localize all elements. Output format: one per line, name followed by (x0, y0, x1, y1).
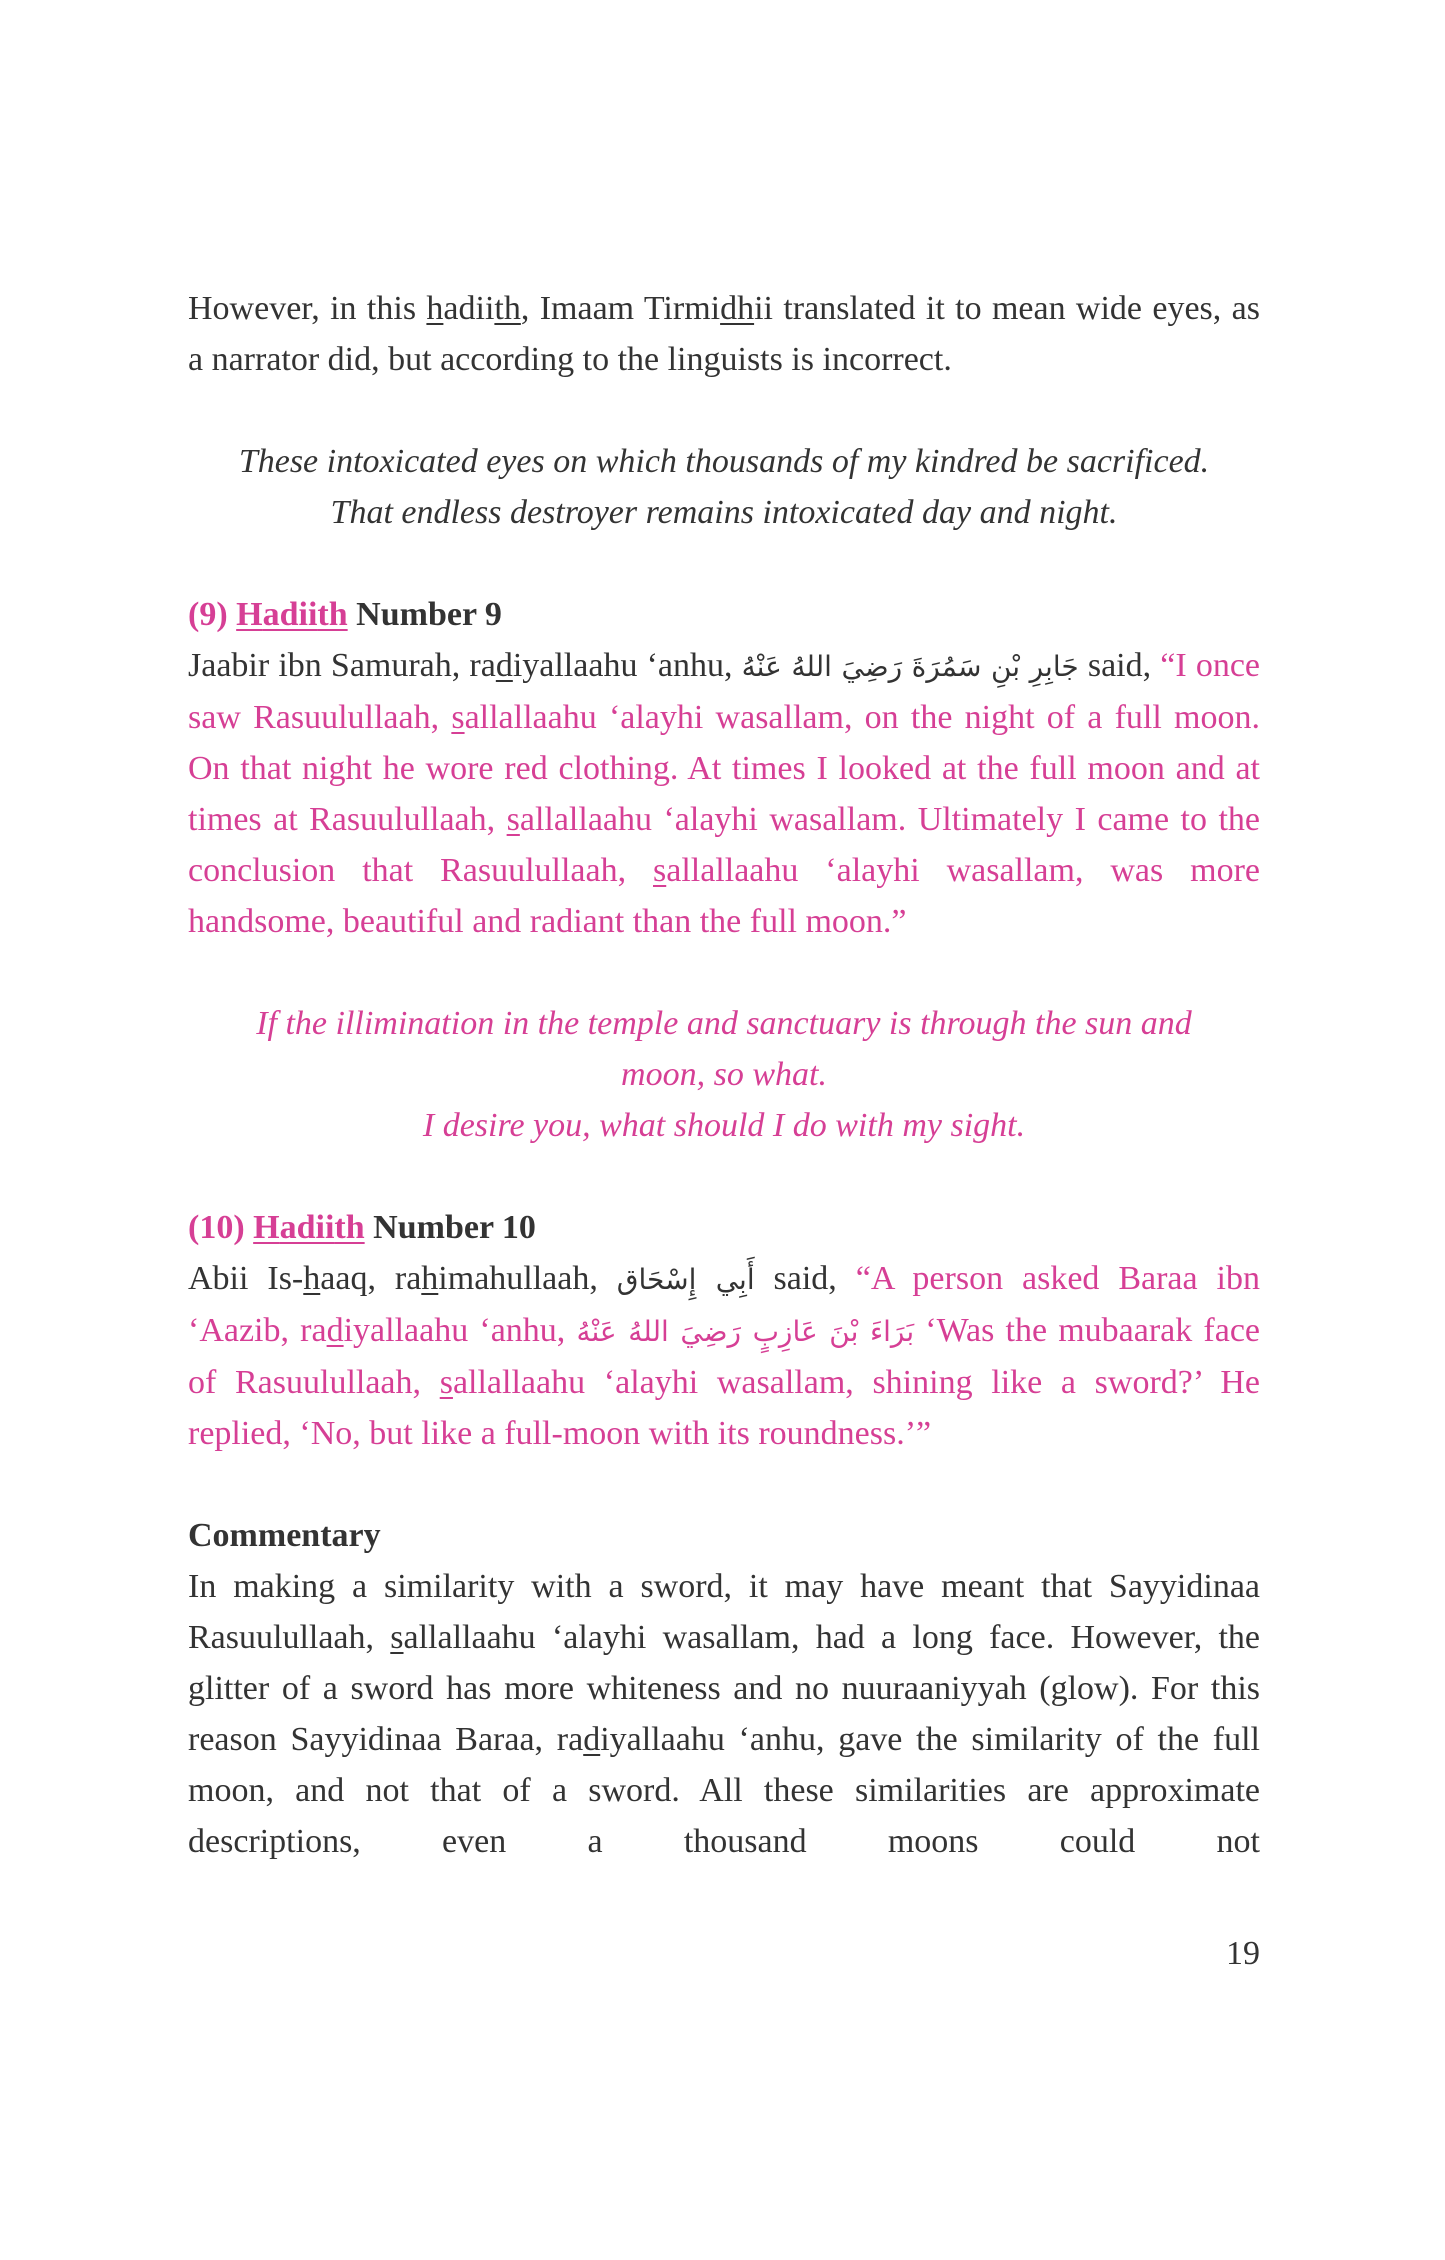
quote-text: allallaahu ‘alayhi wasallam, shining like a sword?’ He replied, ‘No, but like a full-moon with its roundness.’” (188, 1364, 1261, 1452)
spacer (188, 947, 1260, 998)
verse-couplet-1 (188, 436, 1260, 538)
text-run: However, in this (188, 290, 427, 327)
narrator-text: Abii Is- (188, 1260, 304, 1297)
quote-text: allallaahu ‘alayhi wasallam, on the night of a full moon. On that night he wore red clothing. At times I looked at the full moon and at times at Rasuulullaah, (188, 699, 1260, 838)
narrator-text: Jaabir ibn Samurah, ra (188, 647, 496, 684)
underlined-letter: h (421, 1260, 439, 1297)
verse-line: If the illimination in the temple and sanctuary is through the sun and (256, 1005, 1192, 1042)
text-run: , Imaam Tirmi (520, 290, 721, 327)
quote-text: “A person asked Baraa ibn ‘Aazib, ra (188, 1260, 1260, 1349)
commentary-heading: Commentary (188, 1517, 381, 1554)
text-run: ii translated it to mean wide eyes, as a narrator did, but according to the linguists is incorrect. (188, 290, 1260, 378)
heading-rest: Number 10 (364, 1209, 536, 1246)
narrator-text: iyallaahu ‘anhu, (512, 647, 742, 684)
arabic-name: بَرَاءَ بْنَ عَازِبٍ رَضِيَ اللهُ عَنْهُ (576, 1315, 915, 1348)
said-text: said, (1078, 647, 1152, 684)
spacer (188, 538, 1260, 589)
underlined-letter: s (506, 801, 520, 838)
underlined-text: adii (262, 596, 318, 633)
said-text: said, (754, 1260, 856, 1297)
verse-couplet-2 (188, 998, 1260, 1151)
underlined-letter: s (451, 699, 465, 736)
underlined-text: adii (279, 1209, 335, 1246)
quote-text: allallaahu ‘alayhi wasallam, was more handsome, beautiful and radiant than the full moon.” (188, 852, 1260, 940)
hadith-9-body (188, 640, 1260, 947)
underlined-letter: th (494, 290, 521, 327)
verse-line: I desire you, what should I do with my sight. (422, 1107, 1026, 1144)
spacer (188, 1459, 1260, 1510)
arabic-name: جَابِرِ بْنِ سَمُرَةَ رَضِيَ اللهُ عَنْهُ (741, 650, 1079, 683)
underlined-letter: d (583, 1721, 601, 1758)
spacer (188, 385, 1260, 436)
text-run: iyallaahu ‘anhu, gave the similarity of the full moon, and not that of a sword. All these similarities are approximate descriptions, even a thousand moons could not (188, 1721, 1260, 1860)
underlined-letter: h (426, 290, 444, 327)
underlined-letter: th (317, 596, 348, 633)
narrator-text: imahullaah, (438, 1260, 617, 1297)
paragraph-intro (188, 283, 1260, 385)
verse-line: These intoxicated eyes on which thousands of my kindred be sacrificed. (238, 443, 1210, 480)
underlined-letter: h (303, 1260, 321, 1297)
hadith-9-heading (188, 589, 1260, 640)
heading-number: (10) (188, 1209, 254, 1246)
arabic-name: أَبِي إِسْحَاق (616, 1263, 755, 1296)
hadith-10-body (188, 1253, 1260, 1459)
underlined-letter: dh (720, 290, 755, 327)
verse-line: moon, so what. (621, 1056, 827, 1093)
underlined-letter: d (326, 1312, 344, 1349)
page-body (188, 283, 1260, 1867)
heading-number: (9) (188, 596, 237, 633)
underlined-letter: d (495, 647, 513, 684)
quote-text: allallaahu ‘alayhi wasallam. Ultimately I came to the conclusion that Rasuulullaah, (188, 801, 1260, 889)
underlined-letter: H (253, 1209, 280, 1246)
spacer (188, 1151, 1260, 1202)
underlined-letter: H (236, 596, 263, 633)
narrator-text: aaq, ra (320, 1260, 422, 1297)
quote-text: “I once saw Rasuulullaah, (188, 647, 1260, 736)
hadith-10-heading (188, 1202, 1260, 1253)
underlined-letter: th (334, 1209, 365, 1246)
commentary-body (188, 1561, 1260, 1867)
verse-line: That endless destroyer remains intoxicated day and night. (330, 494, 1118, 531)
text-run: In making a similarity with a sword, it may have meant that Sayyidinaa Rasuulullaah, (188, 1568, 1260, 1656)
quote-text: iyallaahu ‘anhu, (343, 1312, 577, 1349)
heading-rest: Number 9 (347, 596, 502, 633)
quote-text: ‘Was the mubaarak face of Rasuulullaah, (188, 1312, 1261, 1401)
text-run: adii (443, 290, 495, 327)
underlined-letter: s (439, 1364, 453, 1401)
page-number: 19 (1226, 1935, 1260, 1972)
underlined-letter: s (390, 1619, 404, 1656)
text-run: allallaahu ‘alayhi wasallam, had a long face. However, the glitter of a sword has more whiteness and no nuuraaniyyah (glow). For this reason Sayyidinaa Baraa, ra (188, 1619, 1260, 1758)
underlined-letter: s (653, 852, 667, 889)
